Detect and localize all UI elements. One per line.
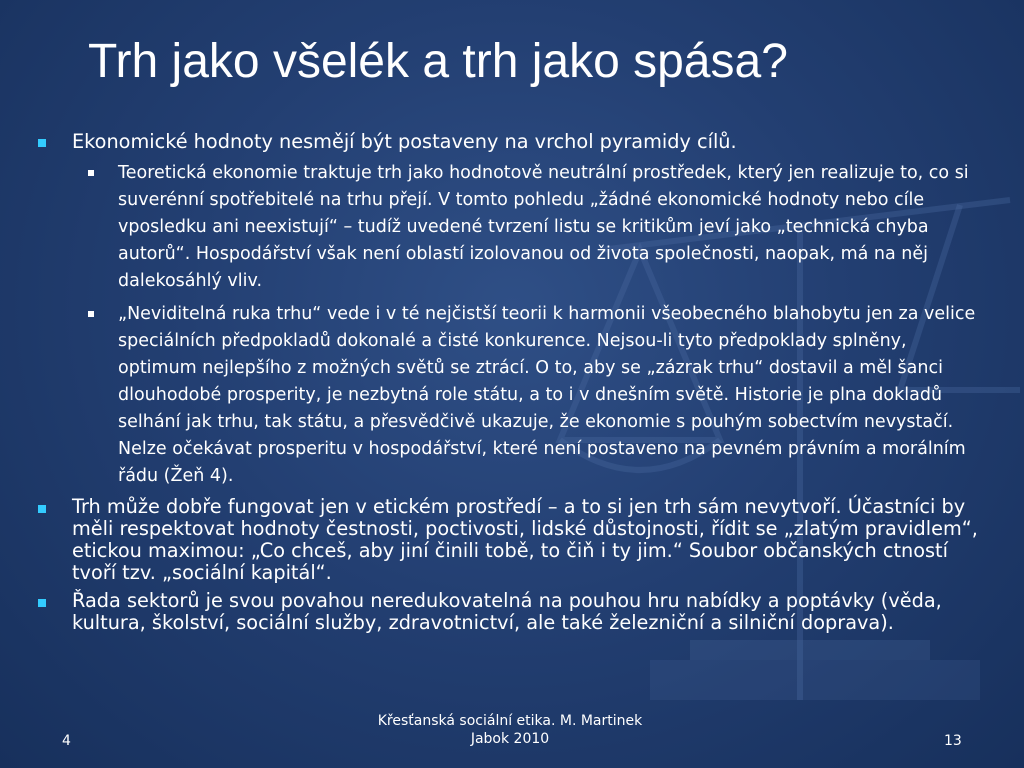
slide-title: Trh jako všelék a trh jako spása? (88, 35, 788, 88)
bullet-ethical-environment (32, 496, 990, 584)
square-bullet-icon (38, 599, 46, 607)
bullet-text: Ekonomické hodnoty nesmějí být postaveny na vrchol pyramidy cílů. (72, 130, 737, 153)
footer-slide-left-number: 4 (62, 733, 71, 749)
bullet-text: Trh může dobře fungovat jen v etickém prostředí – a to si jen trh sám nevytvoří. Účastníci by měli respektovat hodnoty čestnosti, poctivosti, lidské důstojnosti, řídit se „zlatým pravidlem“, etickou maximou: „Co chceš, aby jiní činili tobě, to čiň i ty jim.“ Soubor občanských ctností tvoří tzv. „sociální kapitál“. (72, 495, 978, 584)
square-bullet-icon (88, 170, 94, 176)
footer-caption-line2: Jabok 2010 (470, 731, 550, 747)
square-bullet-icon (88, 311, 94, 317)
bullet-text: Teoretická ekonomie traktuje trh jako hodnotově neutrální prostředek, který jen realizuje to, co si suverénní spotřebitelé na trhu přejí. V tomto pohledu „žádné ekonomické hodnoty nebo cíle vposledku ani neexistují“ – tudíž uvedené tvrzení listu se kritikům jeví jako „technická chyba autorů“. Hospodářství však není oblastí izolovanou od života společnosti, naopak, má na něj dalekosáhlý vliv. (118, 163, 969, 291)
sub-bullet-invisible-hand (32, 301, 990, 490)
bullet-text: Řada sektorů je svou povahou neredukovatelná na pouhou hru nabídky a poptávky (věda, kultura, školství, sociální služby, zdravotnictví, ale také železniční a silniční doprava). (72, 589, 942, 634)
square-bullet-icon (38, 505, 46, 513)
bullet-irreducible-sectors (32, 590, 990, 634)
slide-content (32, 130, 990, 640)
footer-caption (360, 712, 660, 748)
bullet-economic-values (32, 130, 990, 154)
footer-caption-line1: Křesťanská sociální etika. M. Martinek (377, 713, 643, 729)
square-bullet-icon (38, 139, 46, 147)
sub-bullet-theoretical-economics (32, 160, 990, 295)
bullet-text: „Neviditelná ruka trhu“ vede i v té nejčistší teorii k harmonii všeobecného blahobytu jen za velice speciálních předpokladů dokonalé a čisté konkurence. Nejsou-li tyto předpoklady splněny, optimum nejlepšího z možných světů se ztrácí. O to, aby se „zázrak trhu“ dostavil a měl šanci dlouhodobé prosperity, je nezbytná role státu, a to i v dnešním světě. Historie je plna dokladů selhání jak trhu, tak státu, a přesvědčivě ukazuje, že ekonomie s pouhým sobectvím nevystačí. Nelze očekávat prosperitu v hospodářství, které není postaveno na pevném právním a morálním řádu (Žeň 4). (118, 304, 976, 486)
footer-page-number: 13 (944, 733, 962, 749)
